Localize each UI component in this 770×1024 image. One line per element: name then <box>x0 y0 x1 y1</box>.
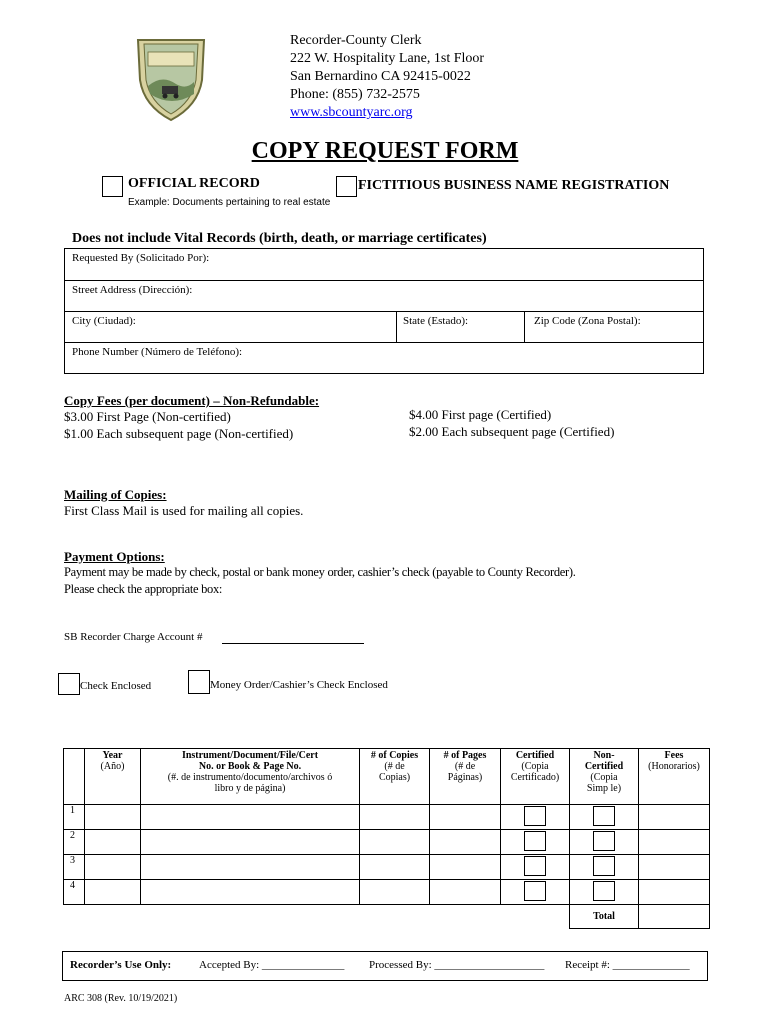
pages-cell[interactable] <box>430 880 501 905</box>
official-record-example: Example: Documents pertaining to real estate <box>128 197 331 208</box>
certified-checkbox[interactable] <box>524 806 546 826</box>
form-title: COPY REQUEST FORM <box>251 138 519 164</box>
fee-cert-each: $2.00 Each subsequent page (Certified) <box>409 424 615 439</box>
noncertified-checkbox[interactable] <box>593 856 615 876</box>
noncertified-checkbox[interactable] <box>593 806 615 826</box>
requested-by-label: Requested By (Solicitado Por): <box>72 252 210 264</box>
pages-cell[interactable] <box>430 855 501 880</box>
mailing-text: First Class Mail is used for mailing all copies. <box>64 503 304 518</box>
table-row <box>64 880 710 905</box>
instrument-cell[interactable] <box>141 880 360 905</box>
noncertified-cell <box>570 855 639 880</box>
fictitious-business-checkbox[interactable] <box>336 176 357 197</box>
noncertified-cell <box>570 830 639 855</box>
certified-cell <box>501 805 570 830</box>
year-cell[interactable] <box>85 830 141 855</box>
certified-header: Certified (Copia Certificado) <box>501 749 570 805</box>
form-revision-footer: ARC 308 (Rev. 10/19/2021) <box>64 993 178 1004</box>
total-label: Total <box>570 905 639 929</box>
fee-cert-first: $4.00 First page (Certified) <box>409 407 552 422</box>
fees-cell[interactable] <box>639 855 710 880</box>
office-phone: Phone: (855) 732-2575 <box>290 87 420 102</box>
noncertified-cell <box>570 880 639 905</box>
office-street: 222 W. Hospitality Lane, 1st Floor <box>290 51 485 66</box>
pages-cell[interactable] <box>430 805 501 830</box>
instrument-header: Instrument/Document/File/Cert No. or Book & Page No. (#. de instrumento/documento/archivos ó libro y de página) <box>141 749 360 805</box>
pages-header: # of Pages (# de Páginas) <box>430 749 501 805</box>
certified-cell <box>501 880 570 905</box>
instrument-cell[interactable] <box>141 855 360 880</box>
copies-cell[interactable] <box>360 855 430 880</box>
year-header: Year (Año) <box>85 749 141 805</box>
certified-checkbox[interactable] <box>524 881 546 901</box>
mailing-heading: Mailing of Copies: <box>64 487 167 502</box>
payment-text: Payment may be made by check, postal or bank money order, cashier’s check (payable to County Recorder). <box>64 565 576 579</box>
year-cell[interactable] <box>85 855 141 880</box>
check-enclosed-label: Check Enclosed <box>80 680 152 692</box>
row-number: 1 <box>64 805 85 830</box>
table-row <box>64 855 710 880</box>
row-number-header <box>64 749 85 805</box>
noncertified-checkbox[interactable] <box>593 881 615 901</box>
copies-cell[interactable] <box>360 805 430 830</box>
fictitious-business-label: FICTITIOUS BUSINESS NAME REGISTRATION <box>358 178 670 193</box>
charge-account-input[interactable] <box>222 643 364 644</box>
fee-noncert-first: $3.00 First Page (Non-certified) <box>64 409 231 424</box>
street-address-label: Street Address (Dirección): <box>72 284 193 296</box>
noncertified-cell <box>570 805 639 830</box>
row-number: 3 <box>64 855 85 880</box>
year-cell[interactable] <box>85 880 141 905</box>
table-row <box>64 805 710 830</box>
divider <box>524 312 525 342</box>
certified-cell <box>501 830 570 855</box>
payment-heading: Payment Options: <box>64 549 165 564</box>
pages-cell[interactable] <box>430 830 501 855</box>
city-state-zip-row <box>65 312 703 343</box>
table-row <box>64 830 710 855</box>
copies-header: # of Copies (# de Copias) <box>360 749 430 805</box>
certified-cell <box>501 855 570 880</box>
instrument-cell[interactable] <box>141 805 360 830</box>
fees-cell[interactable] <box>639 805 710 830</box>
money-order-label: Money Order/Cashier’s Check Enclosed <box>210 679 388 691</box>
spacer <box>64 905 570 929</box>
zip-label: Zip Code (Zona Postal): <box>534 315 641 327</box>
fees-header: Fees (Honorarios) <box>639 749 710 805</box>
certified-checkbox[interactable] <box>524 856 546 876</box>
payment-instruction: Please check the appropriate box: <box>64 582 223 596</box>
processed-by-field[interactable]: Processed By: ____________________ <box>369 959 545 971</box>
check-enclosed-checkbox[interactable] <box>58 673 80 695</box>
money-order-checkbox[interactable] <box>188 670 210 694</box>
copy-fees-heading: Copy Fees (per document) – Non-Refundable: <box>64 393 320 408</box>
noncertified-header: Non- Certified (Copia Simp le) <box>570 749 639 805</box>
recorder-use-label: Recorder’s Use Only: <box>70 959 172 971</box>
street-address-field[interactable] <box>65 281 703 312</box>
fees-cell[interactable] <box>639 880 710 905</box>
noncertified-checkbox[interactable] <box>593 831 615 851</box>
phone-number-label: Phone Number (Número de Teléfono): <box>72 346 243 358</box>
office-name: Recorder-County Clerk <box>290 33 422 48</box>
county-seal-logo <box>132 30 210 122</box>
official-record-label: OFFICIAL RECORD <box>128 176 260 191</box>
total-fees-cell[interactable] <box>639 905 710 929</box>
charge-account-label: SB Recorder Charge Account # <box>64 631 203 643</box>
recorder-use-only-box <box>62 951 708 981</box>
row-number: 2 <box>64 830 85 855</box>
fee-noncert-each: $1.00 Each subsequent page (Non-certified) <box>64 426 294 441</box>
copy-items-table <box>63 748 710 929</box>
office-website-link[interactable]: www.sbcountyarc.org <box>290 105 413 120</box>
total-row <box>64 905 710 929</box>
certified-checkbox[interactable] <box>524 831 546 851</box>
fees-cell[interactable] <box>639 830 710 855</box>
instrument-cell[interactable] <box>141 830 360 855</box>
state-label: State (Estado): <box>403 315 469 327</box>
copies-cell[interactable] <box>360 880 430 905</box>
copies-cell[interactable] <box>360 830 430 855</box>
receipt-number-field[interactable]: Receipt #: ______________ <box>565 959 690 971</box>
city-label: City (Ciudad): <box>72 315 136 327</box>
office-city: San Bernardino CA 92415-0022 <box>290 69 471 84</box>
office-address-block <box>290 32 484 122</box>
accepted-by-field[interactable]: Accepted By: _______________ <box>199 959 345 971</box>
vital-records-note: Does not include Vital Records (birth, death, or marriage certificates) <box>72 231 487 246</box>
requester-info-box <box>64 248 704 374</box>
official-record-checkbox[interactable] <box>102 176 123 197</box>
year-cell[interactable] <box>85 805 141 830</box>
divider <box>396 312 397 342</box>
table-header-row <box>64 749 710 805</box>
requested-by-field[interactable] <box>65 249 703 281</box>
phone-number-field[interactable] <box>65 343 703 373</box>
row-number: 4 <box>64 880 85 905</box>
